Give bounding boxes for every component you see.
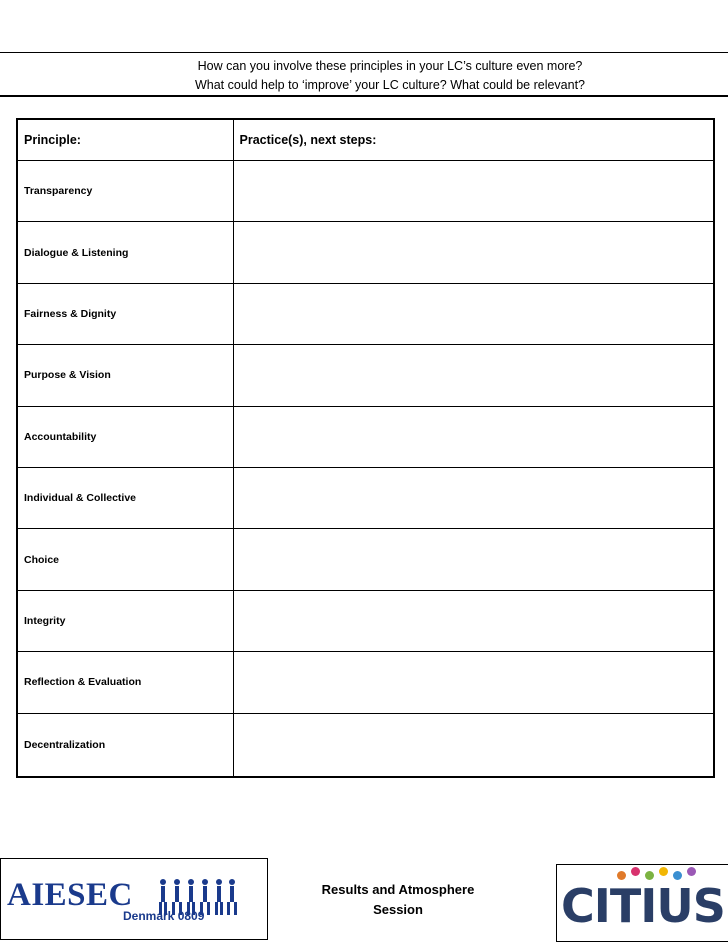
principle-cell: Fairness & Dignity (17, 283, 233, 344)
practice-cell[interactable] (233, 406, 714, 467)
principle-cell: Choice (17, 529, 233, 590)
logo-dot (631, 867, 640, 876)
logo-dot (659, 867, 668, 876)
principle-cell: Purpose & Vision (17, 345, 233, 406)
session-title (298, 880, 498, 920)
citius-logo (556, 864, 728, 942)
table-row (17, 590, 714, 651)
principle-cell: Decentralization (17, 713, 233, 777)
practice-cell[interactable] (233, 345, 714, 406)
practice-cell[interactable] (233, 468, 714, 529)
heading-line-2: What could help to ‘improve’ your LC culture? What could be relevant? (194, 78, 585, 92)
practice-cell[interactable] (233, 161, 714, 222)
table-row (17, 161, 714, 222)
principle-cell: Transparency (17, 161, 233, 222)
aiesec-logo-word: AIESEC (7, 877, 133, 913)
principle-cell: Integrity (17, 590, 233, 651)
aiesec-logo-subtitle: Denmark 0809 (123, 909, 205, 923)
practice-cell[interactable] (233, 590, 714, 651)
table-row (17, 283, 714, 344)
table-row (17, 713, 714, 777)
principle-cell: Accountability (17, 406, 233, 467)
practice-column-header: Practice(s), next steps: (233, 119, 714, 161)
table-row (17, 529, 714, 590)
heading-line-1: How can you involve these principles in your LC’s culture even more? (197, 59, 583, 73)
instructions-heading (150, 57, 630, 95)
practice-cell[interactable] (233, 222, 714, 283)
principle-cell: Dialogue & Listening (17, 222, 233, 283)
table-header-row (17, 119, 714, 161)
table-row (17, 406, 714, 467)
table-row (17, 468, 714, 529)
aiesec-logo (0, 858, 268, 940)
session-title-line-2: Session (373, 902, 423, 917)
session-title-line-1: Results and Atmosphere (321, 882, 475, 897)
table-row (17, 222, 714, 283)
practice-cell[interactable] (233, 713, 714, 777)
principle-column-header: Principle: (17, 119, 233, 161)
practice-cell[interactable] (233, 529, 714, 590)
table-row (17, 652, 714, 713)
principle-cell: Reflection & Evaluation (17, 652, 233, 713)
citius-logo-word: CITIUS (561, 879, 725, 933)
principle-cell: Individual & Collective (17, 468, 233, 529)
practice-cell[interactable] (233, 652, 714, 713)
practice-cell[interactable] (233, 283, 714, 344)
principles-table (16, 118, 715, 778)
logo-dot (687, 867, 696, 876)
table-row (17, 345, 714, 406)
top-rule (0, 52, 728, 53)
heading-underline (0, 95, 728, 97)
